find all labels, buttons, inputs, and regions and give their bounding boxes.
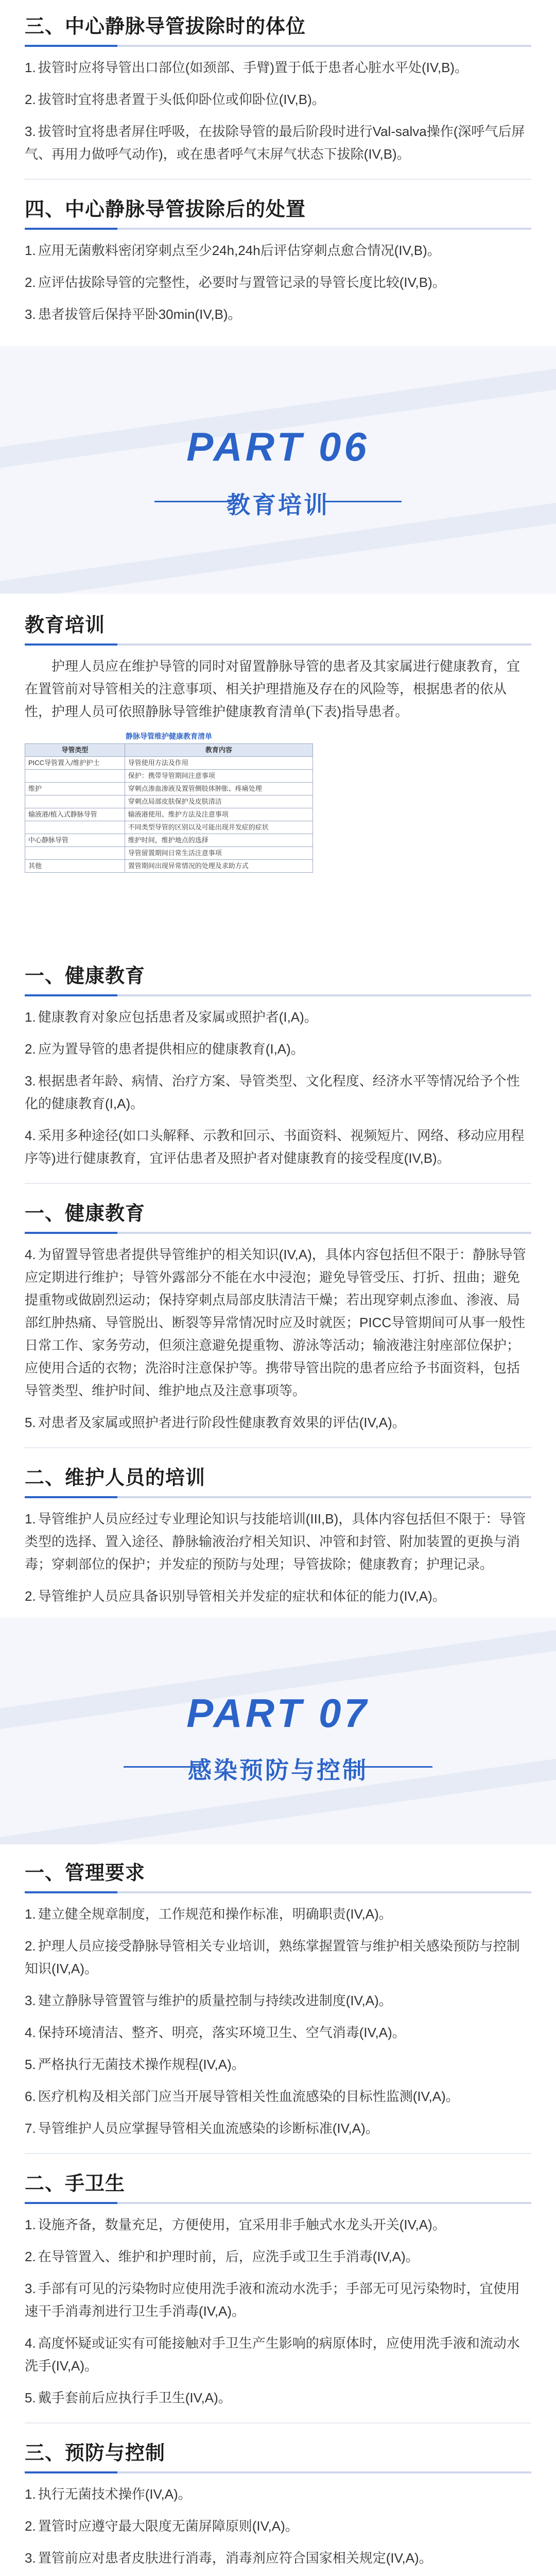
table-row: PICC导管置入/维护护士 导管使用方法及作用	[25, 757, 313, 770]
section-heading: 四、中心静脉导管拔除后的处置	[25, 199, 306, 221]
part-title: 教育培训	[227, 492, 329, 518]
list-item: 5. 严格执行无菌技术操作规程(IV,A)。	[25, 2057, 245, 2072]
list-item: 3. 拔管时宜将患者屏住呼吸，在拔除导管的最后阶段时进行Val-salva操作(深呼气后屏气、再用力做呼气动作)，或在患者呼气末屏气状态下拔除(IV,B)。	[25, 124, 525, 162]
table-row: 其他 置管期间出现异常情况的处理及求助方式	[25, 860, 313, 873]
table-row: 不同类型导管的区别以及可能出现并发症的症状	[25, 821, 313, 834]
list-item: 5. 戴手套前后应执行手卫生(IV,A)。	[25, 2390, 232, 2405]
section-heading: 一、管理要求	[25, 1862, 146, 1884]
table-row: 中心静脉导管 维护时间，维护地点的选择	[25, 834, 313, 847]
list-item: 4. 高度怀疑或证实有可能接触对手卫生产生影响的病原体时，应使用洗手液和流动水洗手(IV,A)。	[25, 2335, 520, 2374]
divider	[25, 1447, 531, 1448]
list-item: 7. 导管维护人员应掌握导管相关血流感染的诊断标准(IV,A)。	[25, 2121, 379, 2136]
list-item: 1. 执行无菌技术操作(IV,A)。	[25, 2486, 192, 2502]
section-prevention	[0, 2437, 556, 2576]
section-heading: 一、健康教育	[25, 965, 146, 987]
heading-underline	[25, 1232, 531, 1234]
list-item: 2. 拔管时宜将患者置于头低仰卧位或仰卧位(IV,B)。	[25, 92, 325, 107]
checklist-table	[25, 743, 313, 873]
intro-paragraph: 护理人员应在维护导管的同时对留置静脉导管的患者及其家属进行健康教育，宜在置管前对导管相关的注意事项、相关护理措施及存在的风险等，根据患者的依从性，护理人员可依照静脉导管维护健康教育清单(下表)指导患者。	[25, 658, 520, 719]
list-item: 1. 健康教育对象应包括患者及家属或照护者(I,A)。	[25, 1009, 318, 1025]
section-post-removal	[0, 193, 556, 326]
divider	[25, 1183, 531, 1184]
table-header-row	[25, 744, 313, 757]
column-header: 导管类型	[25, 744, 125, 757]
list-item: 5. 对患者及家属或照护者进行阶段性健康教育效果的评估(IV,A)。	[25, 1415, 406, 1430]
heading-underline	[25, 994, 531, 996]
section-staff-training	[0, 1462, 556, 1607]
list-item: 2. 置管时应遵守最大限度无菌屏障原则(IV,A)。	[25, 2518, 299, 2534]
column-header: 教育内容	[125, 744, 312, 757]
part-banner	[0, 346, 556, 594]
list-item: 4. 采用多种途径(如口头解释、示教和回示、书面资料、视频短片、网络、移动应用程序等)进行健康教育，宜评估患者及照护者对健康教育的接受程度(IV,B)。	[25, 1128, 525, 1166]
list-item: 1. 设施齐备，数量充足，方便使用，宜采用非手触式水龙头开关(IV,A)。	[25, 2217, 446, 2232]
list-item: 2. 导管维护人员应具备识别导管相关并发症的症状和体征的能力(IV,A)。	[25, 1588, 446, 1604]
section-health-education	[0, 960, 556, 1170]
section-heading: 二、手卫生	[25, 2173, 126, 2195]
divider	[25, 179, 531, 180]
list-item: 1. 建立健全规章制度，工作规范和操作标准，明确职责(IV,A)。	[25, 1906, 392, 1922]
list-item: 3. 置管前应对患者皮肤进行消毒，消毒剂应符合国家相关规定(IV,A)。	[25, 2550, 432, 2566]
list-item: 4. 为留置导管患者提供导管维护的相关知识(IV,A)，具体内容包括但不限于：静脉导管应定期进行维护；导管外露部分不能在水中浸泡；避免导管受压、打折、扭曲；避免提重物或做剧烈运动；保持穿刺点局部皮肤清洁干燥；若出现穿刺点渗血、渗液、局部红肿热痛、导管脱出、断裂等异常情况时应及时就医；PICC导管期间可从事一般性日常工作、家务劳动，但须注意避免提重物、游泳等活动；输液港注射座部位保护；应使用合适的衣物；洗浴时注意保护等。携带导管出院的患者应给予书面资料，包括导管类型、维护时间、维护地点及注意事项等。	[25, 1247, 526, 1398]
heading-underline	[25, 643, 531, 646]
list-item: 4. 保持环境清洁、整齐、明亮，落实环境卫生、空气消毒(IV,A)。	[25, 2025, 406, 2040]
divider	[25, 2153, 531, 2154]
list-item: 1. 拔管时应将导管出口部位(如颈部、手臂)置于低于患者心脏水平处(IV,B)。	[25, 60, 468, 75]
table-row: 导管留置期间日常生活注意事项	[25, 847, 313, 860]
section-heading: 三、预防与控制	[25, 2443, 166, 2464]
heading-underline	[25, 1891, 531, 1893]
heading-underline	[25, 228, 531, 230]
part-number: PART 06	[186, 424, 370, 469]
list-item: 3. 患者拔管后保持平卧30min(IV,B)。	[25, 307, 241, 322]
table-row: 输液港/植入式静脉导管 输液港使用、维护方法及注意事项	[25, 808, 313, 821]
section-heading: 二、维护人员的培训	[25, 1467, 206, 1489]
section-heading: 教育培训	[25, 615, 106, 636]
list-item: 1. 导管维护人员应经过专业理论知识与技能培训(III,B)，具体内容包括但不限于：导管类型的选择、置入途径、静脉输液治疗相关知识、冲管和封管、附加装置的更换与消毒；穿刺部位的保护；并发症的预防与处理；导管拔除；健康教育；护理记录。	[25, 1511, 526, 1572]
section-management	[0, 1844, 556, 2140]
heading-underline	[25, 45, 531, 47]
list-item: 2. 护理人员应接受静脉导管相关专业培训，熟练掌握置管与维护相关感染预防与控制知识(IV,A)。	[25, 1938, 520, 1976]
heading-underline	[25, 1496, 531, 1498]
list-item: 2. 应为置导管的患者提供相应的健康教育(I,A)。	[25, 1041, 304, 1057]
list-item: 2. 应评估拔除导管的完整性，必要时与置管记录的导管长度比较(IV,B)。	[25, 275, 446, 290]
education-checklist-table	[25, 731, 531, 947]
divider	[25, 2422, 531, 2424]
list-item: 6. 医疗机构及相关部门应当开展导管相关性血流感染的目标性监测(IV,A)。	[25, 2089, 459, 2104]
list-item: 3. 根据患者年龄、病情、治疗方案、导管类型、文化程度、经济水平等情况给予个性化的健康教育(I,A)。	[25, 1073, 520, 1111]
section-heading: 三、中心静脉导管拔除时的体位	[25, 16, 306, 38]
section-education	[0, 594, 556, 723]
table-row: 保护：携带导管期间注意事项	[25, 770, 313, 783]
heading-underline	[25, 2471, 531, 2473]
list-item: 2. 在导管置入、维护和护理时前，后，应洗手或卫生手消毒(IV,A)。	[25, 2249, 419, 2264]
table-caption: 静脉导管维护健康教育清单	[126, 732, 212, 740]
part-number: PART 07	[186, 1690, 370, 1736]
list-item: 1. 应用无菌敷料密闭穿刺点至少24h,24h后评估穿刺点愈合情况(IV,B)。	[25, 243, 441, 258]
section-hand-hygiene	[0, 2167, 556, 2409]
part-title: 感染预防与控制	[188, 1757, 368, 1784]
section-health-education-cont	[0, 1197, 556, 1434]
list-item: 3. 手部有可见的污染物时应使用洗手液和流动水洗手；手部无可见污染物时，宜使用速干手消毒剂进行卫生手消毒(IV,A)。	[25, 2281, 520, 2319]
part-banner	[0, 1618, 556, 1844]
list-item: 3. 建立静脉导管置管与维护的质量控制与持续改进制度(IV,A)。	[25, 1993, 392, 2008]
table-row: 维护 穿刺点渗血渗液及置管侧肢体肿胀、疼痛处理	[25, 783, 313, 795]
section-heading: 一、健康教育	[25, 1203, 146, 1225]
heading-underline	[25, 2202, 531, 2204]
section-extraction-position	[0, 0, 556, 165]
table-row: 穿刺点局部皮肤保护及皮肤清洁	[25, 795, 313, 808]
